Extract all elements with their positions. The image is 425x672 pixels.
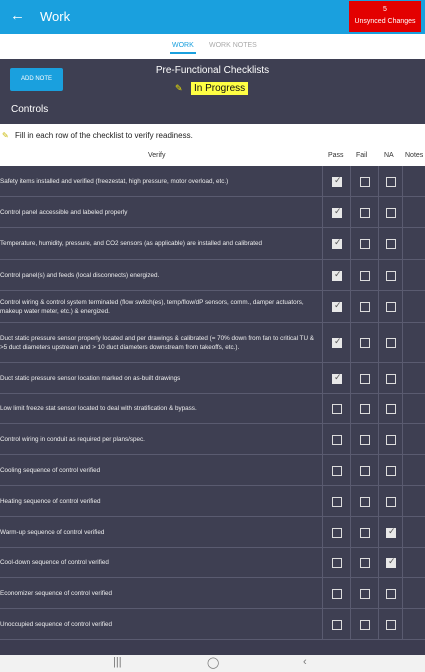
pass-checkbox[interactable] xyxy=(332,466,342,476)
notes-cell[interactable] xyxy=(402,197,425,227)
table-header xyxy=(0,145,425,166)
row-verify-text: Control wiring in conduit as required per plans/spec. xyxy=(0,435,145,443)
table-row xyxy=(0,291,425,323)
add-note-button[interactable]: ADD NOTE xyxy=(10,68,63,91)
na-cell xyxy=(378,166,402,196)
pass-checkbox[interactable] xyxy=(332,177,342,187)
na-checkbox[interactable] xyxy=(386,497,396,507)
na-cell xyxy=(378,197,402,227)
notes-cell[interactable] xyxy=(402,260,425,290)
row-verify-text: Warm-up sequence of control verified xyxy=(0,528,105,536)
na-checkbox[interactable] xyxy=(386,589,396,599)
table-row xyxy=(0,609,425,640)
pass-cell xyxy=(322,548,350,577)
table-row xyxy=(0,517,425,548)
table-row xyxy=(0,424,425,455)
fail-checkbox[interactable] xyxy=(360,177,370,187)
fail-cell xyxy=(350,228,378,259)
table-row xyxy=(0,197,425,228)
instruction-bar xyxy=(0,121,425,145)
pass-cell xyxy=(322,323,350,362)
table-row xyxy=(0,578,425,609)
table-row xyxy=(0,548,425,578)
notes-cell[interactable] xyxy=(402,424,425,454)
na-checkbox[interactable] xyxy=(386,208,396,218)
pass-checkbox[interactable] xyxy=(332,374,342,384)
fail-cell xyxy=(350,291,378,322)
row-verify-text: Duct static pressure sensor location marked on as-built drawings xyxy=(0,374,181,382)
tab-work-notes[interactable]: WORK NOTES xyxy=(209,42,257,49)
fail-cell xyxy=(350,578,378,608)
fail-cell xyxy=(350,394,378,423)
pass-checkbox[interactable] xyxy=(332,302,342,312)
table-row xyxy=(0,363,425,394)
status-badge: In Progress xyxy=(191,82,248,95)
pass-checkbox[interactable] xyxy=(332,271,342,281)
recents-icon[interactable]: ||| xyxy=(113,656,122,668)
notes-cell[interactable] xyxy=(402,517,425,547)
pass-cell xyxy=(322,424,350,454)
table-row xyxy=(0,166,425,197)
notes-cell[interactable] xyxy=(402,166,425,196)
fail-cell xyxy=(350,609,378,639)
na-cell xyxy=(378,517,402,547)
na-checkbox[interactable] xyxy=(386,177,396,187)
notes-cell[interactable] xyxy=(402,291,425,322)
pass-cell xyxy=(322,578,350,608)
fail-checkbox[interactable] xyxy=(360,497,370,507)
row-verify-text: Economizer sequence of control verified xyxy=(0,589,113,597)
fail-checkbox[interactable] xyxy=(360,271,370,281)
notes-cell[interactable] xyxy=(402,228,425,259)
back-arrow-icon[interactable]: ← xyxy=(10,7,25,24)
fail-checkbox[interactable] xyxy=(360,528,370,538)
notes-cell[interactable] xyxy=(402,323,425,362)
header-na: NA xyxy=(384,152,394,159)
row-verify-text: Low limit freeze stat sensor located to deal with stratification & bypass. xyxy=(0,405,197,412)
fail-cell xyxy=(350,424,378,454)
app-bar xyxy=(0,0,425,34)
row-verify-text: Safety items installed and verified (freezestat, high pressure, motor overload, etc.) xyxy=(0,177,229,185)
header-pass: Pass xyxy=(328,152,344,159)
na-checkbox[interactable] xyxy=(386,271,396,281)
fail-cell xyxy=(350,260,378,290)
row-verify-text: Cool-down sequence of control verified xyxy=(0,559,109,566)
pass-checkbox[interactable] xyxy=(332,435,342,445)
table-row xyxy=(0,486,425,517)
pass-cell xyxy=(322,394,350,423)
notes-cell[interactable] xyxy=(402,486,425,516)
fail-checkbox[interactable] xyxy=(360,589,370,599)
table-row xyxy=(0,260,425,291)
pass-cell xyxy=(322,455,350,485)
pass-checkbox[interactable] xyxy=(332,558,342,568)
notes-cell[interactable] xyxy=(402,363,425,393)
fail-checkbox[interactable] xyxy=(360,404,370,414)
pass-checkbox[interactable] xyxy=(332,208,342,218)
table-row xyxy=(0,228,425,260)
fail-checkbox[interactable] xyxy=(360,435,370,445)
row-verify-text: Cooling sequence of control verified xyxy=(0,466,101,474)
notes-cell[interactable] xyxy=(402,548,425,577)
tab-work[interactable]: WORK xyxy=(172,42,194,49)
pass-cell xyxy=(322,517,350,547)
na-checkbox[interactable] xyxy=(386,620,396,630)
unsynced-changes-badge[interactable] xyxy=(349,1,421,32)
row-verify-text: Control panel accessible and labeled properly xyxy=(0,208,128,216)
fail-checkbox[interactable] xyxy=(360,302,370,312)
header-verify: Verify xyxy=(148,152,166,159)
fail-cell xyxy=(350,166,378,196)
na-checkbox[interactable] xyxy=(386,302,396,312)
na-cell xyxy=(378,455,402,485)
form-title: Pre-Functional Checklists xyxy=(155,65,270,76)
fail-checkbox[interactable] xyxy=(360,239,370,249)
na-cell xyxy=(378,609,402,639)
unsynced-count: 5 xyxy=(383,6,387,13)
header-notes: Notes xyxy=(405,152,424,159)
row-verify-text: Temperature, humidity, pressure, and CO2 sensors (as applicable) are installed and calibrated xyxy=(0,240,263,247)
na-cell xyxy=(378,291,402,322)
row-verify-text: Heating sequence of control verified xyxy=(0,497,101,505)
pass-cell xyxy=(322,228,350,259)
na-cell xyxy=(378,363,402,393)
row-verify-text: Control panel(s) and feeds (local disconnects) energized. xyxy=(0,271,160,279)
pass-checkbox[interactable] xyxy=(332,404,342,414)
section-title: Controls xyxy=(11,104,49,115)
status-area xyxy=(175,82,248,95)
pass-cell xyxy=(322,363,350,393)
unsynced-label: Unsynced Changes xyxy=(354,18,416,25)
pass-checkbox[interactable] xyxy=(332,620,342,630)
pass-checkbox[interactable] xyxy=(332,239,342,249)
row-verify-text: Duct static pressure sensor properly located and per drawings & calibrated (= 70% down from fan to critical TU & >5 duct diameters upstream and > 10 duct diameters downstream from takeoffs, etc.). xyxy=(0,334,314,351)
na-checkbox[interactable] xyxy=(386,374,396,384)
fail-checkbox[interactable] xyxy=(360,558,370,568)
na-checkbox[interactable] xyxy=(386,558,396,568)
na-cell xyxy=(378,486,402,516)
notes-cell[interactable] xyxy=(402,578,425,608)
system-nav-bar xyxy=(0,655,425,672)
pass-checkbox[interactable] xyxy=(332,497,342,507)
notes-cell[interactable] xyxy=(402,455,425,485)
na-cell xyxy=(378,228,402,259)
pass-checkbox[interactable] xyxy=(332,528,342,538)
na-cell xyxy=(378,578,402,608)
fail-cell xyxy=(350,197,378,227)
na-cell xyxy=(378,424,402,454)
na-cell xyxy=(378,548,402,577)
na-cell xyxy=(378,394,402,423)
na-checkbox[interactable] xyxy=(386,466,396,476)
fail-cell xyxy=(350,548,378,577)
home-icon[interactable]: ◯ xyxy=(207,657,220,669)
pass-cell xyxy=(322,486,350,516)
header-fail: Fail xyxy=(356,152,368,159)
fail-checkbox[interactable] xyxy=(360,374,370,384)
na-checkbox[interactable] xyxy=(386,338,396,348)
form-header xyxy=(0,59,425,121)
tab-bar xyxy=(0,34,425,59)
na-checkbox[interactable] xyxy=(386,435,396,445)
fail-cell xyxy=(350,517,378,547)
table-row xyxy=(0,455,425,486)
na-checkbox[interactable] xyxy=(386,404,396,414)
pass-cell xyxy=(322,260,350,290)
back-icon[interactable]: ‹ xyxy=(303,656,307,668)
pass-checkbox[interactable] xyxy=(332,589,342,599)
table-row xyxy=(0,394,425,424)
fail-cell xyxy=(350,363,378,393)
na-checkbox[interactable] xyxy=(386,239,396,249)
row-verify-text: Unoccupied sequence of control verified xyxy=(0,620,113,628)
na-checkbox[interactable] xyxy=(386,528,396,538)
fail-checkbox[interactable] xyxy=(360,620,370,630)
edit-icon[interactable]: ✎ xyxy=(175,82,183,93)
notes-cell[interactable] xyxy=(402,394,425,423)
na-cell xyxy=(378,323,402,362)
fail-checkbox[interactable] xyxy=(360,338,370,348)
notes-cell[interactable] xyxy=(402,609,425,639)
pass-checkbox[interactable] xyxy=(332,338,342,348)
instruction-text: Fill in each row of the checklist to verify readiness. xyxy=(14,131,193,140)
fail-checkbox[interactable] xyxy=(360,466,370,476)
pencil-icon: ✎ xyxy=(2,131,9,140)
fail-checkbox[interactable] xyxy=(360,208,370,218)
row-verify-text: Control wiring & control system terminated (flow switch(es), temp/flow/dP sensors, comm., damper actuators, makeup water meter, etc.) & energized. xyxy=(0,298,304,315)
fail-cell xyxy=(350,323,378,362)
pass-cell xyxy=(322,291,350,322)
pass-cell xyxy=(322,166,350,196)
fail-cell xyxy=(350,455,378,485)
fail-cell xyxy=(350,486,378,516)
pass-cell xyxy=(322,609,350,639)
table-row xyxy=(0,323,425,363)
page-title: Work xyxy=(40,9,71,24)
pass-cell xyxy=(322,197,350,227)
na-cell xyxy=(378,260,402,290)
